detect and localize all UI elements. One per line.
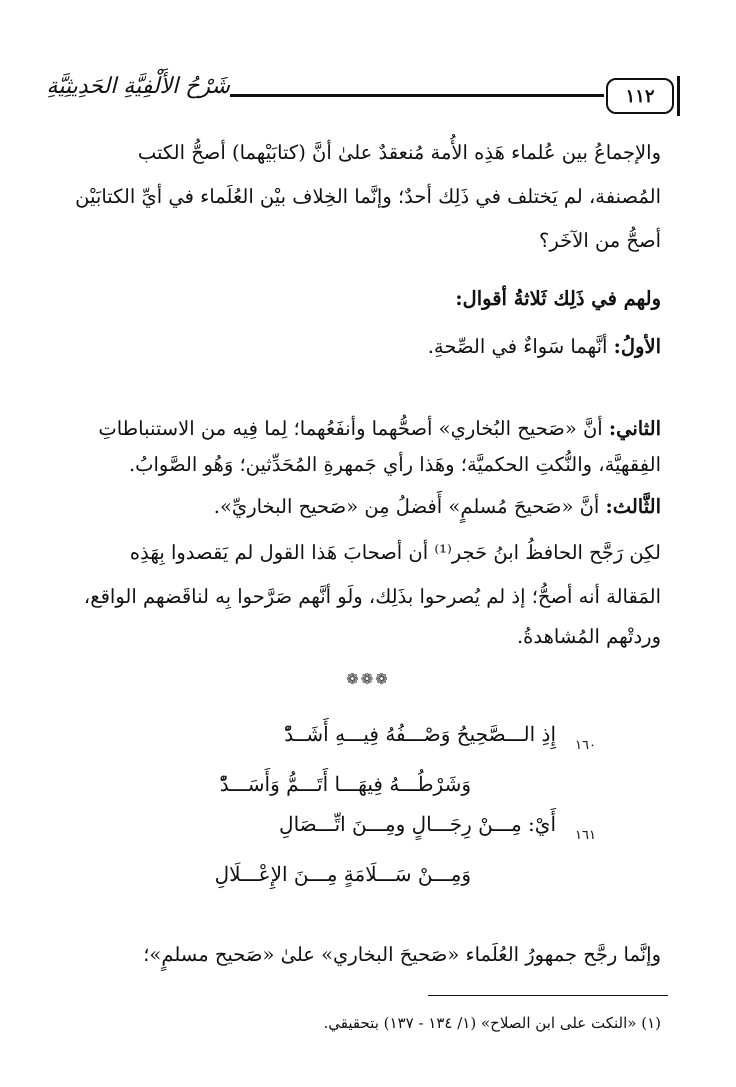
verse-number: ١٦٠ (575, 738, 596, 753)
verse-hemistich: أَيْ: مِـــنْ رِجَـــالٍ ومِـــنَ اتِّـــصَالِ (279, 812, 556, 836)
paragraph-line: الفِقهيَّة، والنُّكتِ الحكميَّة؛ وهَذا رأي جَمهرةِ المُحَدِّثين؛ وَهُو الصَّوابُ. (128, 453, 661, 476)
section-heading: ولهم في ذَلِك ثَلاثةُ أقوال: (455, 287, 661, 310)
verse-hemistich: وَمِـــنْ سَـــلَامَةٍ مِـــنَ الإِعْـــلَالِ (214, 862, 471, 886)
opinion-label: الثاني: (608, 417, 661, 440)
header-title: شَرْحُ الأَلْفِيَّةِ الحَدِيثِيَّةِ (46, 74, 230, 99)
paragraph-line: المُصنفة، لم يَختلف في ذَلِك أحدٌ؛ وإنَّما الخِلاف بيْن العُلَماء في أيِّ الكتابَيْن (75, 185, 661, 208)
opinion-text: أنَّ «صَحيح البُخاري» أصحُّهما وأنفَعُهما؛ لِما فِيه من الاستنباطاتِ (98, 417, 603, 440)
paragraph-line: المَقالة أنه أصحُّ؛ إذ لم يُصرحوا بذَلِك، ولَو أنَّهم صَرَّحوا بِه لناقَضهم الواقع، (83, 585, 661, 608)
opinion-text: أنَّ «صَحيحَ مُسلمٍ» أَفضلُ مِن «صَحيح البخاريِّ». (213, 495, 600, 518)
opinion-label: الأولُ: (613, 335, 661, 358)
paragraph-line: وردتْهم المُشاهدةُ. (516, 625, 661, 648)
opinion-second (73, 410, 661, 447)
page-header (46, 72, 682, 128)
verse-number: ١٦١ (575, 828, 596, 843)
header-rule (230, 94, 604, 97)
footnote: (١) «النكت على ابن الصلاح» (١/ ١٣٤ - ١٣٧) بتحقيقي. (323, 1014, 661, 1032)
paragraph-line: وإنَّما رجَّح جمهورُ العُلَماء «صَحيحَ البخاري» علىٰ «صَحيح مسلمٍ»؛ (143, 943, 661, 966)
section-divider-ornament: ❁❁❁ (346, 670, 390, 688)
paragraph-line: لكِن رَجَّح الحافظُ ابنُ حَجر⁽¹⁾ أن أصحابَ هَذا القول لم يَقصدوا بِهَذِه (129, 541, 661, 564)
footnote-rule (428, 995, 668, 996)
opinion-text: أنَّهما سَواءٌ في الصِّحةِ. (427, 335, 608, 358)
page-number: ١١٢ (606, 78, 674, 114)
verse-hemistich: وَشَرْطُـــهُ فِيهَـــا أَتَـــمُّ وَأَسَـــدّْ (219, 772, 471, 796)
paragraph-line: أصحُّ من الآخَر؟ (539, 229, 661, 252)
paragraph-line: والإجماعُ بين عُلماء هَذِه الأُمة مُنعقدٌ علىٰ أنَّ (كتابَيْهما) أصحُّ الكتب (137, 141, 661, 164)
opinion-third (73, 488, 661, 525)
opinion-label: الثَّالث: (605, 495, 661, 518)
opinion-first (73, 328, 661, 365)
verse-hemistich: إِذِ الـــصَّحِيحُ وَصْـــفُهُ فِيـــهِ أَشَــدّْ (284, 722, 556, 746)
